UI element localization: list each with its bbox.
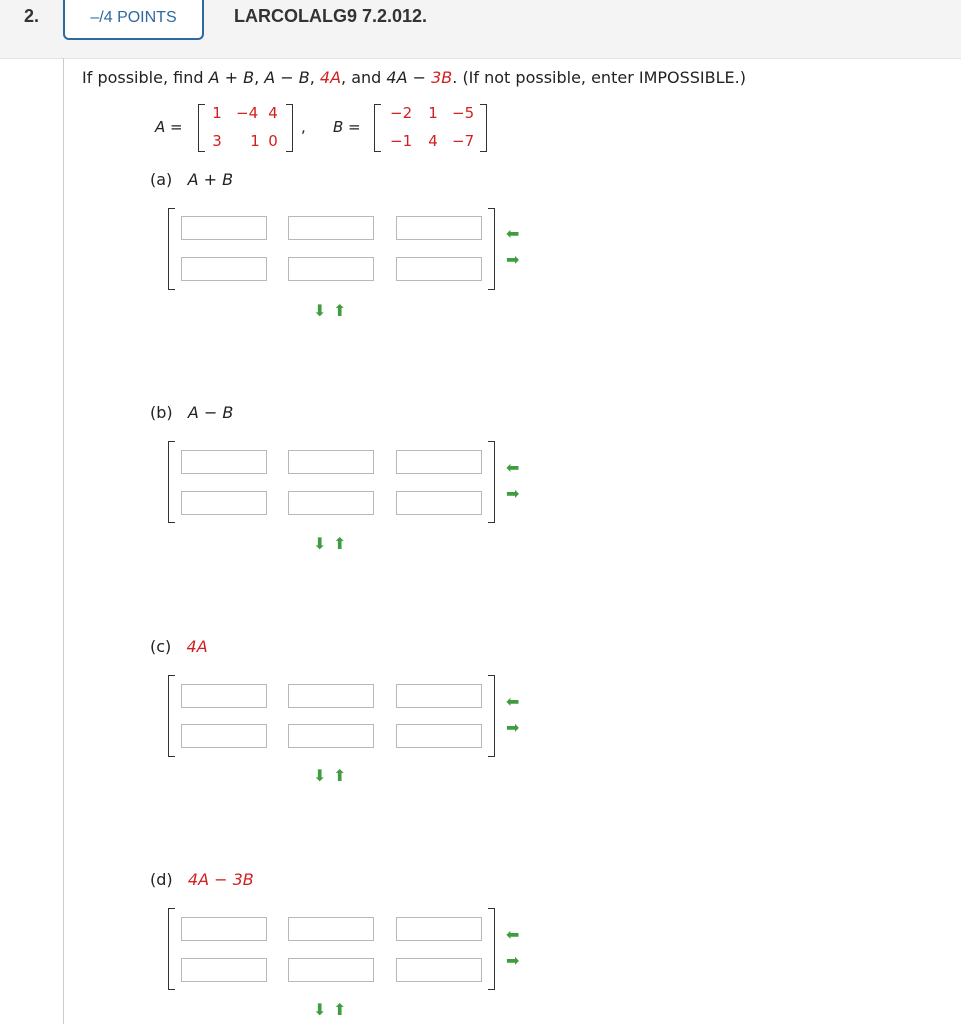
points-tab[interactable]: –/4 POINTS xyxy=(63,0,204,40)
question-header xyxy=(0,0,961,59)
matrix-a-cell: −4 xyxy=(236,104,259,122)
left-arrow-icon[interactable]: ⬅ xyxy=(506,224,520,243)
answer-c-r2c1[interactable] xyxy=(181,724,267,748)
answer-d-r1c2[interactable] xyxy=(288,917,374,941)
matrix-b-cell: −2 xyxy=(390,104,413,122)
right-arrow-icon[interactable]: ➡ xyxy=(506,718,520,737)
answer-c-r2c2[interactable] xyxy=(288,724,374,748)
answer-matrix-left-bracket xyxy=(168,441,175,523)
answer-a-r1c1[interactable] xyxy=(181,216,267,240)
part-b-label: (b) A − B xyxy=(150,403,234,422)
question-number: 2. xyxy=(24,6,40,26)
right-arrow-icon[interactable]: ➡ xyxy=(506,250,520,269)
matrix-b-left-bracket xyxy=(374,104,381,152)
matrix-b-cell: −5 xyxy=(452,104,475,122)
up-arrow-icon[interactable]: ⬆ xyxy=(333,301,347,320)
answer-a-r2c1[interactable] xyxy=(181,257,267,281)
answer-c-r1c3[interactable] xyxy=(396,684,482,708)
matrix-a-right-bracket xyxy=(286,104,293,152)
answer-matrix-left-bracket xyxy=(168,675,175,757)
matrix-b-cell: −1 xyxy=(390,132,413,150)
part-c-label: (c) 4A xyxy=(150,637,208,656)
matrix-a-left-bracket xyxy=(198,104,205,152)
left-arrow-icon[interactable]: ⬅ xyxy=(506,925,520,944)
answer-b-r2c1[interactable] xyxy=(181,491,267,515)
matrix-b-label: B = xyxy=(333,118,361,136)
answer-matrix-left-bracket xyxy=(168,208,175,290)
left-rule xyxy=(63,58,64,1024)
up-arrow-icon[interactable]: ⬆ xyxy=(333,1000,347,1019)
matrix-a-label: A = xyxy=(155,118,183,136)
matrix-b-cell: 4 xyxy=(428,132,438,150)
right-arrow-icon[interactable]: ➡ xyxy=(506,951,520,970)
matrix-separator: , xyxy=(301,118,306,136)
answer-matrix-right-bracket xyxy=(488,908,495,990)
answer-b-r1c1[interactable] xyxy=(181,450,267,474)
answer-c-r1c2[interactable] xyxy=(288,684,374,708)
matrix-b-cell: −7 xyxy=(452,132,475,150)
part-d-label: (d) 4A − 3B xyxy=(150,870,254,889)
matrix-a-cell: 4 xyxy=(268,104,278,122)
answer-d-r1c3[interactable] xyxy=(396,917,482,941)
left-arrow-icon[interactable]: ⬅ xyxy=(506,692,520,711)
down-arrow-icon[interactable]: ⬇ xyxy=(313,1000,327,1019)
matrix-a-cell: 1 xyxy=(250,132,260,150)
answer-d-r2c2[interactable] xyxy=(288,958,374,982)
matrix-a-cell: 0 xyxy=(268,132,278,150)
answer-matrix-left-bracket xyxy=(168,908,175,990)
up-arrow-icon[interactable]: ⬆ xyxy=(333,534,347,553)
down-arrow-icon[interactable]: ⬇ xyxy=(313,301,327,320)
right-arrow-icon[interactable]: ➡ xyxy=(506,484,520,503)
answer-a-r2c2[interactable] xyxy=(288,257,374,281)
up-arrow-icon[interactable]: ⬆ xyxy=(333,766,347,785)
matrix-a-cell: 3 xyxy=(212,132,222,150)
problem-prompt: If possible, find A + B, A − B, 4A, and 4A − 3B. (If not possible, enter IMPOSSIBLE.) xyxy=(82,68,746,87)
answer-c-r2c3[interactable] xyxy=(396,724,482,748)
answer-d-r1c1[interactable] xyxy=(181,917,267,941)
matrix-b-right-bracket xyxy=(480,104,487,152)
answer-b-r2c2[interactable] xyxy=(288,491,374,515)
down-arrow-icon[interactable]: ⬇ xyxy=(313,534,327,553)
answer-b-r1c2[interactable] xyxy=(288,450,374,474)
answer-a-r1c3[interactable] xyxy=(396,216,482,240)
matrix-b-cell: 1 xyxy=(428,104,438,122)
answer-a-r2c3[interactable] xyxy=(396,257,482,281)
answer-d-r2c3[interactable] xyxy=(396,958,482,982)
answer-c-r1c1[interactable] xyxy=(181,684,267,708)
answer-b-r2c3[interactable] xyxy=(396,491,482,515)
answer-matrix-right-bracket xyxy=(488,208,495,290)
answer-a-r1c2[interactable] xyxy=(288,216,374,240)
matrix-a-cell: 1 xyxy=(212,104,222,122)
answer-matrix-right-bracket xyxy=(488,675,495,757)
left-arrow-icon[interactable]: ⬅ xyxy=(506,458,520,477)
answer-b-r1c3[interactable] xyxy=(396,450,482,474)
answer-d-r2c1[interactable] xyxy=(181,958,267,982)
down-arrow-icon[interactable]: ⬇ xyxy=(313,766,327,785)
answer-matrix-right-bracket xyxy=(488,441,495,523)
question-id: LARCOLALG9 7.2.012. xyxy=(234,6,428,26)
part-a-label: (a) A + B xyxy=(150,170,234,189)
